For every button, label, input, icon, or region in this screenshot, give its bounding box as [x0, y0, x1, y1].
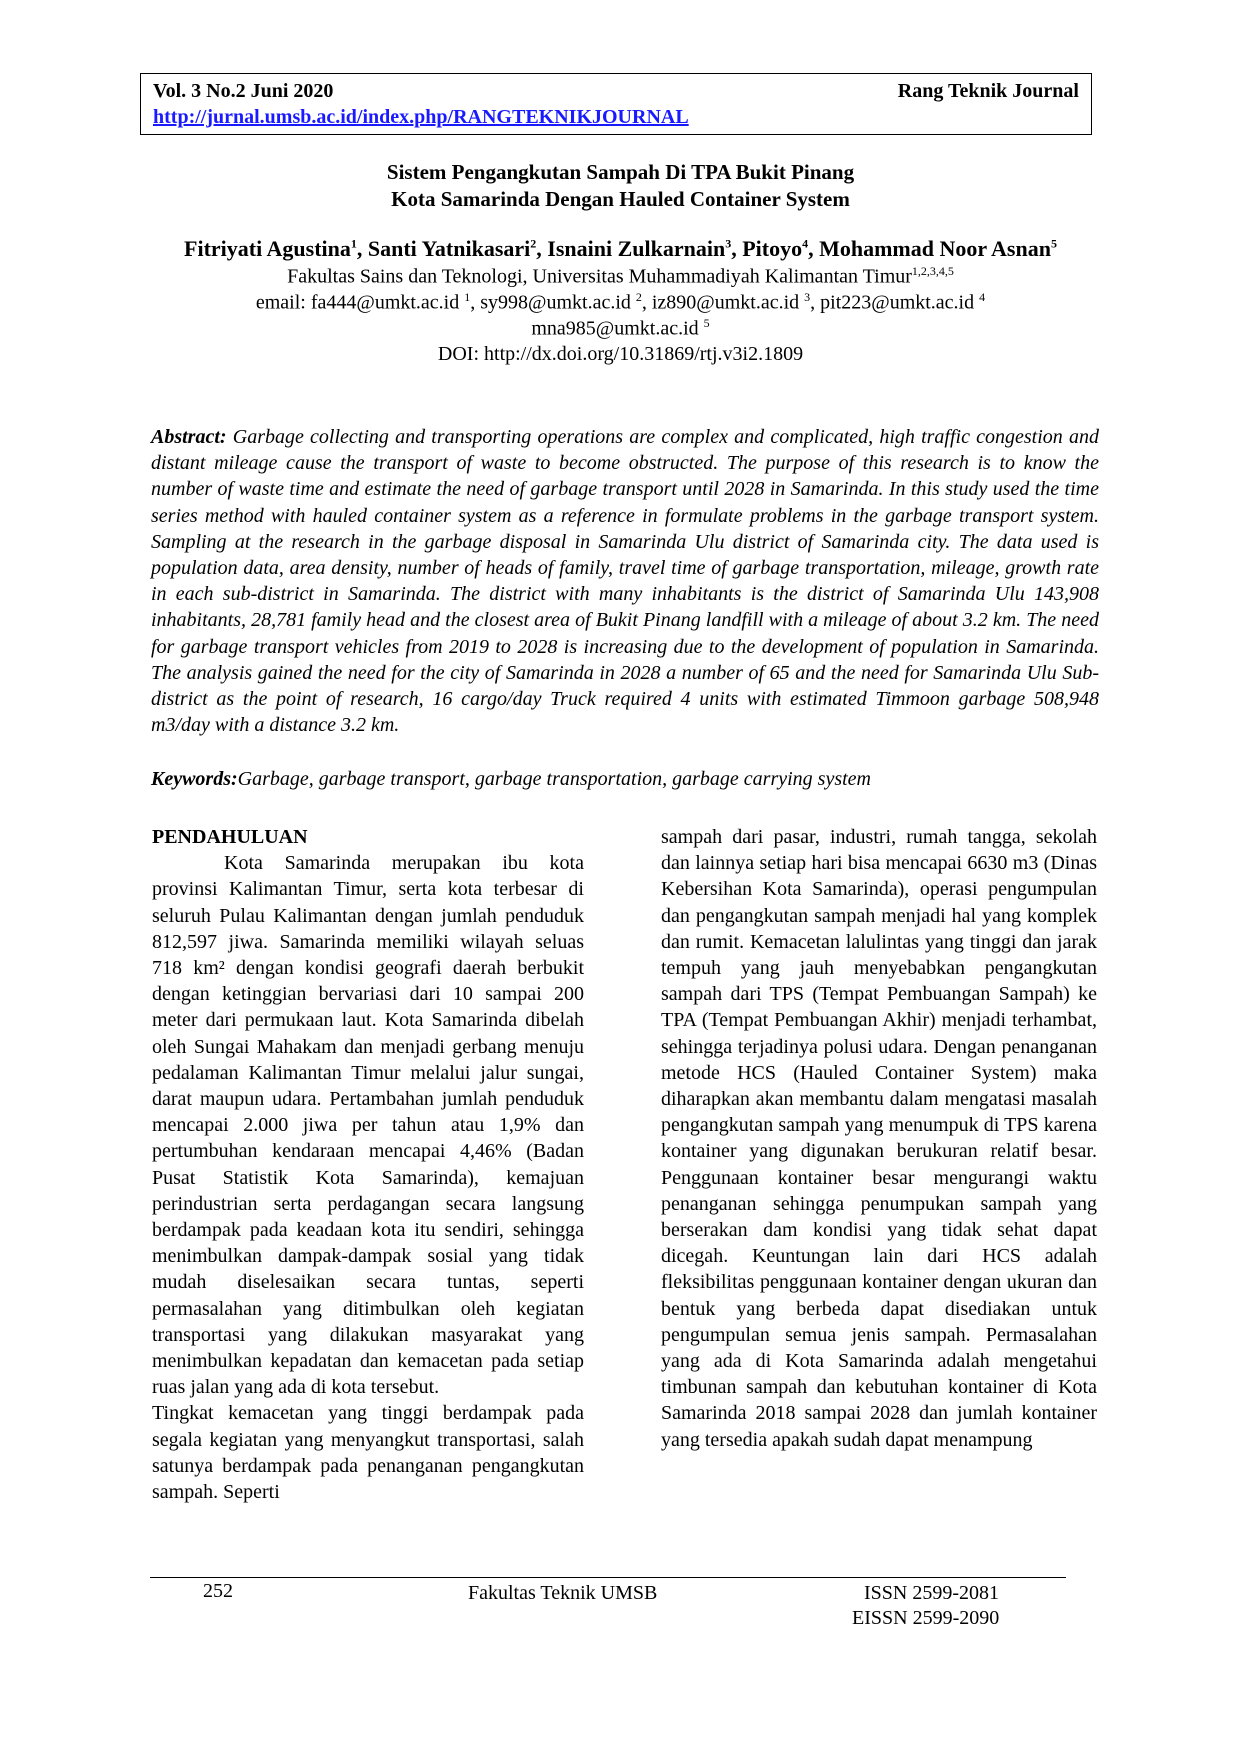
- abstract-label: Abstract:: [151, 426, 227, 448]
- email-5: mna985@umkt.ac.id: [531, 317, 699, 340]
- paragraph: sampah dari pasar, industri, rumah tangga, sekolah dan lainnya setiap hari bisa mencapai 6630 m3 (Dinas Kebersihan Kota Samarinda), operasi pengumpulan dan pengangkutan sampah menjadi hal yang komplek dan rumit. Kemacetan lalulintas yang tinggi dan jarak tempuh yang jauh menyebabkan pengangkutan sampah dari TPS (Tempat Pembuangan Sampah) ke TPA (Tempat Pembuangan Akhir) menjadi terhambat, sehingga terjadinya polusi udara. Dengan penanganan metode HCS (Hauled Container System) maka diharapkan akan membantu dalam mengatasi masalah pengangkutan sampah yang menumpuk di TPS karena kontainer yang digunakan berukuran relatif besar. Penggunaan kontainer besar mengurangi waktu penanganan sehingga penumpukan sampah yang berserakan dam kondisi yang tidak sehat dapat dicegah. Keuntungan lain dari HCS adalah fleksibilitas penggunaan kontainer dengan ukuran dan bentuk yang berbeda dapat disediakan untuk pengumpulan semua jenis sampah. Permasalahan yang ada di Kota Samarinda adalah mengetahui timbunan sampah dan kebutuhan kontainer di Kota Samarinda 2018 sampai 2028 dan jumlah kontainer yang tersedia apakah sudah dapat menampung: [661, 826, 1097, 1451]
- journal-header-box: [140, 73, 1092, 135]
- email-sup: 3: [804, 290, 811, 304]
- email-sup: 1: [464, 290, 471, 304]
- author-sup: 5: [1050, 236, 1057, 251]
- body-left-column: [152, 824, 584, 1505]
- author-name: Santi Yatnikasari: [367, 236, 531, 261]
- email-sup: 2: [635, 290, 642, 304]
- paper-title-line-1: Sistem Pengangkutan Sampah Di TPA Bukit Pinang: [386, 160, 855, 184]
- volume-label: Vol. 3 No.2 Juni 2020: [153, 80, 334, 102]
- email-label: email:: [255, 291, 311, 314]
- journal-name: Rang Teknik Journal: [897, 80, 1079, 102]
- doi-line: DOI: http://dx.doi.org/10.31869/rtj.v3i2.1809: [437, 343, 804, 365]
- affiliation-sup: 1,2,3,4,5: [911, 264, 954, 278]
- page-number: 252: [203, 1580, 233, 1602]
- affiliation: [0, 264, 1241, 289]
- author-name: Isnaini Zulkarnain: [547, 236, 726, 261]
- keywords-label: Keywords:: [151, 768, 238, 790]
- abstract-text: Garbage collecting and transporting operations are complex and complicated, high traffic congestion and distant mileage cause the transport of waste to become obstructed. The purpose of this research is to know the number of waste time and estimate the need of garbage transport until 2028 in Samarinda. In this study used the time series method with hauled container system as a reference in formulate problems in the garbage transport system. Sampling at the research in the garbage disposal in Samarinda Ulu district of Samarinda city. The data used is population data, area density, number of heads of family, travel time of garbage transportation, mileage, growth rate in each sub-district in Samarinda. The district with many inhabitants is the district of Samarinda Ulu 143,908 inhabitants, 28,781 family head and the closest area of Bukit Pinang landfill with a mileage of about 3.2 km. The need for garbage transport vehicles from 2019 to 2028 is increasing due to the development of population in Samarinda. The analysis gained the need for the city of Samarinda in 2028 a number of 65 and the need for Samarinda Ulu Sub-district as the point of research, 16 cargo/day Truck required 4 units with estimated Timmoon garbage 508,948 m3/day with a distance 3.2 km.: [151, 426, 1099, 737]
- author-sup: 1: [350, 236, 357, 251]
- footer-faculty: Fakultas Teknik UMSB: [468, 1582, 658, 1604]
- author-name: Pitoyo: [742, 236, 803, 261]
- keywords-text: Garbage, garbage transport, garbage transportation, garbage carrying system: [237, 768, 871, 790]
- paragraph: Kota Samarinda merupakan ibu kota provinsi Kalimantan Timur, serta kota terbesar di seluruh Pulau Kalimantan dengan jumlah penduduk 812,597 jiwa. Samarinda memiliki wilayah seluas 718 km² dengan kondisi geografi daerah berbukit dengan ketinggian bervariasi dari 10 sampai 200 meter dari permukaan laut. Kota Samarinda dibelah oleh Sungai Mahakam dan menjadi gerbang menuju pedalaman Kalimantan Timur melalui jalur sungai, darat maupun udara. Pertambahan jumlah penduduk mencapai 2.000 jiwa per tahun atau 1,9% dan pertumbuhan kendaraan mencapai 4,46% (Badan Pusat Statistik Kota Samarinda), kemajuan perindustrian serta perdagangan secara langsung berdampak pada keadaan kota itu sendiri, sehingga menimbulkan dampak-dampak sosial yang tidak mudah diselesaikan secara tuntas, seperti permasalahan yang ditimbulkan oleh kegiatan transportasi yang dilakukan masyarakat yang menimbulkan kepadatan dan kemacetan pada setiap ruas jalan yang ada di kota tersebut.: [152, 852, 584, 1399]
- author-sup: 2: [530, 236, 537, 251]
- footer-divider: [150, 1577, 1066, 1578]
- author-sup: 4: [802, 236, 809, 251]
- email-1: fa444@umkt.ac.id: [310, 291, 460, 314]
- paper-title-line-2: Kota Samarinda Dengan Hauled Container System: [391, 187, 850, 211]
- abstract: [151, 424, 1099, 738]
- email-line-2: [0, 316, 1241, 341]
- section-heading: PENDAHULUAN: [152, 826, 308, 848]
- author-name: Fitriyati Agustina: [184, 236, 351, 261]
- email-sup: 4: [979, 290, 986, 304]
- footer-eissn: EISSN 2599-2090: [852, 1607, 1000, 1629]
- keywords: [151, 768, 1099, 791]
- email-sup: 5: [703, 316, 710, 330]
- paragraph: Tingkat kemacetan yang tinggi berdampak pada segala kegiatan yang menyangkut transportasi, salah satunya berdampak pada penanganan pengangkutan sampah. Seperti: [152, 1402, 584, 1504]
- author-name: Mohammad Noor Asnan: [819, 236, 1051, 261]
- email-4: pit223@umkt.ac.id: [820, 291, 975, 314]
- body-right-column: [661, 824, 1097, 1453]
- affiliation-text: Fakultas Sains dan Teknologi, Universitas Muhammadiyah Kalimantan Timur: [287, 265, 912, 288]
- journal-url-link[interactable]: http://jurnal.umsb.ac.id/index.php/RANGTEKNIKJOURNAL: [153, 106, 689, 128]
- footer-issn: ISSN 2599-2081: [864, 1582, 1000, 1604]
- email-2: sy998@umkt.ac.id: [480, 291, 631, 314]
- author-sup: 3: [725, 236, 732, 251]
- email-line: email: fa444@umkt.ac.id $^1$, sy998@umkt.ac.id $^2$, iz890@umkt.ac.id $^3$, pit223@umkt.ac.id $^4$: [255, 290, 986, 314]
- author-list: Fitriyati Agustina$^1$, Santi Yatnikasari$^2$, Isnaini Zulkarnain$^3$, Pitoyo$^4$, Mohammad Noor Asnan$^5$: [184, 236, 1057, 261]
- email-3: iz890@umkt.ac.id: [651, 291, 800, 314]
